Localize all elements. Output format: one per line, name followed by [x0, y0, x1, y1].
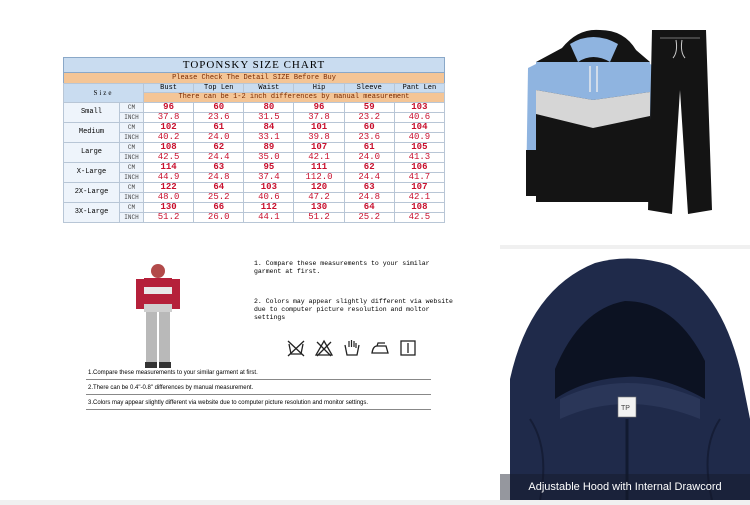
size-row-inch — [64, 133, 445, 143]
measurement-cm: 103 — [244, 183, 294, 193]
measurement-inch: 24.4 — [344, 173, 394, 183]
measurement-inch: 39.8 — [294, 133, 344, 143]
measurement-cm: 66 — [194, 203, 244, 213]
measurement-inch: 42.5 — [144, 153, 194, 163]
measurement-inch: 112.0 — [294, 173, 344, 183]
measurement-inch: 48.0 — [144, 193, 194, 203]
column-header: Top Len — [194, 84, 244, 93]
measurement-cm: 112 — [244, 203, 294, 213]
measurement-cm: 62 — [344, 163, 394, 173]
measurement-inch: 40.6 — [394, 113, 444, 123]
size-row-cm — [64, 123, 445, 133]
unit-label: CM — [120, 143, 144, 153]
svg-text:TP: TP — [621, 405, 630, 412]
measurement-inch: 44.1 — [244, 213, 294, 223]
measurement-cm: 130 — [294, 203, 344, 213]
measurement-inch: 47.2 — [294, 193, 344, 203]
measurement-inch: 42.1 — [294, 153, 344, 163]
unit-label: CM — [120, 183, 144, 193]
bottom-notes — [86, 365, 431, 410]
measurement-cm: 111 — [294, 163, 344, 173]
size-row-inch — [64, 213, 445, 223]
tracksuit-image — [500, 0, 750, 245]
size-chart — [63, 57, 445, 223]
bottom-note: 3.Colors may appear slightly different via website due to computer picture resolution and monitor settings. — [86, 395, 431, 410]
hood-caption: Adjustable Hood with Internal Drawcord — [500, 474, 750, 500]
measurement-inch: 37.4 — [244, 173, 294, 183]
measurement-cm: 95 — [244, 163, 294, 173]
measurement-inch: 41.7 — [394, 173, 444, 183]
measurement-cm: 103 — [394, 103, 444, 113]
measurement-inch: 24.8 — [194, 173, 244, 183]
measurement-inch: 25.2 — [344, 213, 394, 223]
measurement-inch: 26.0 — [194, 213, 244, 223]
measurement-cm: 59 — [344, 103, 394, 113]
thumbnail-hood-detail[interactable] — [500, 249, 750, 500]
measurement-inch: 37.8 — [144, 113, 194, 123]
measurement-inch: 35.0 — [244, 153, 294, 163]
measurement-cm: 106 — [394, 163, 444, 173]
measurement-inch: 33.1 — [244, 133, 294, 143]
measurement-inch: 24.4 — [194, 153, 244, 163]
unit-label: INCH — [120, 113, 144, 123]
size-row-inch — [64, 113, 445, 123]
measurement-cm: 101 — [294, 123, 344, 133]
measurement-cm: 89 — [244, 143, 294, 153]
measurement-inch: 24.8 — [344, 193, 394, 203]
unit-label: INCH — [120, 173, 144, 183]
measurement-cm: 80 — [244, 103, 294, 113]
chart-title: TOPONSKY SIZE CHART — [63, 57, 445, 73]
column-header: Hip — [294, 84, 344, 93]
measurement-cm: 64 — [344, 203, 394, 213]
unit-label: INCH — [120, 133, 144, 143]
bottom-note: 1.Compare these measurements to your similar garment at first. — [86, 365, 431, 380]
measurement-cm: 108 — [394, 203, 444, 213]
size-name: 3X-Large — [64, 203, 120, 223]
side-note-2: 2. Colors may appear slightly different via website due to computer picture resolution and moltor settings — [254, 298, 453, 321]
measurement-cm: 60 — [194, 103, 244, 113]
measurement-inch: 25.2 — [194, 193, 244, 203]
measurement-inch: 24.0 — [344, 153, 394, 163]
side-note-1: 1. Compare these measurements to your similar garment at first. — [254, 260, 430, 275]
measurement-cm: 61 — [344, 143, 394, 153]
measurement-inch: 40.2 — [144, 133, 194, 143]
size-row-cm — [64, 103, 445, 113]
measurement-inch: 37.8 — [294, 113, 344, 123]
measurement-cm: 107 — [294, 143, 344, 153]
measurement-cm: 63 — [344, 183, 394, 193]
measurement-inch: 42.5 — [394, 213, 444, 223]
measurement-inch: 23.6 — [194, 113, 244, 123]
thumbnail-tracksuit[interactable] — [500, 0, 750, 249]
measurement-cm: 63 — [194, 163, 244, 173]
measurement-cm: 84 — [244, 123, 294, 133]
measurement-cm: 62 — [194, 143, 244, 153]
measurement-cm: 96 — [144, 103, 194, 113]
difference-note: There can be 1-2 inch differences by manual measurement — [144, 93, 445, 103]
column-header: Bust — [144, 84, 194, 93]
size-column-header: Size — [64, 84, 144, 103]
chart-header-row — [64, 84, 445, 93]
size-row-cm — [64, 183, 445, 193]
size-name: X-Large — [64, 163, 120, 183]
measurement-inch: 41.3 — [394, 153, 444, 163]
measurement-inch: 51.2 — [144, 213, 194, 223]
unit-label: CM — [120, 163, 144, 173]
measurement-cm: 104 — [394, 123, 444, 133]
measurement-cm: 105 — [394, 143, 444, 153]
unit-label: CM — [120, 203, 144, 213]
size-row-inch — [64, 173, 445, 183]
measurement-inch: 40.6 — [244, 193, 294, 203]
column-header: Waist — [244, 84, 294, 93]
measurement-cm: 108 — [144, 143, 194, 153]
iron-icon — [370, 338, 390, 358]
unit-label: INCH — [120, 153, 144, 163]
hand-wash-icon — [342, 338, 362, 358]
size-row-inch — [64, 153, 445, 163]
measurement-cm: 102 — [144, 123, 194, 133]
size-name: Medium — [64, 123, 120, 143]
dry-icon — [398, 338, 418, 358]
hood-detail-image — [500, 249, 750, 500]
unit-label: INCH — [120, 193, 144, 203]
measurement-inch: 40.9 — [394, 133, 444, 143]
measurement-cm: 61 — [194, 123, 244, 133]
size-name: Large — [64, 143, 120, 163]
measurement-cm: 96 — [294, 103, 344, 113]
measurement-inch: 23.6 — [344, 133, 394, 143]
measurement-inch: 42.1 — [394, 193, 444, 203]
unit-label: CM — [120, 123, 144, 133]
bottom-note: 2.There can be 0.4"-0.8" differences by manual measurement. — [86, 380, 431, 395]
measurement-cm: 60 — [344, 123, 394, 133]
size-table — [63, 83, 445, 223]
measurement-cm: 64 — [194, 183, 244, 193]
size-row-cm — [64, 203, 445, 213]
unit-label: INCH — [120, 213, 144, 223]
measurement-cm: 122 — [144, 183, 194, 193]
size-row-cm — [64, 163, 445, 173]
measurement-cm: 107 — [394, 183, 444, 193]
unit-label: CM — [120, 103, 144, 113]
size-name: 2X-Large — [64, 183, 120, 203]
column-header: Sleeve — [344, 84, 394, 93]
no-bleach-icon — [314, 338, 334, 358]
size-row-inch — [64, 193, 445, 203]
measurement-inch: 51.2 — [294, 213, 344, 223]
model-figure — [130, 262, 186, 372]
measurement-inch: 44.9 — [144, 173, 194, 183]
size-name: Small — [64, 103, 120, 123]
measurement-cm: 114 — [144, 163, 194, 173]
measurement-inch: 24.0 — [194, 133, 244, 143]
column-header: Pant Len — [394, 84, 444, 93]
measurement-cm: 130 — [144, 203, 194, 213]
chart-subtitle: Please Check The Detail SIZE Before Buy — [63, 73, 445, 83]
no-wash-icon — [286, 338, 306, 358]
measurement-cm: 120 — [294, 183, 344, 193]
size-row-cm — [64, 143, 445, 153]
measurement-inch: 31.5 — [244, 113, 294, 123]
measurement-inch: 23.2 — [344, 113, 394, 123]
care-symbols — [286, 338, 418, 358]
